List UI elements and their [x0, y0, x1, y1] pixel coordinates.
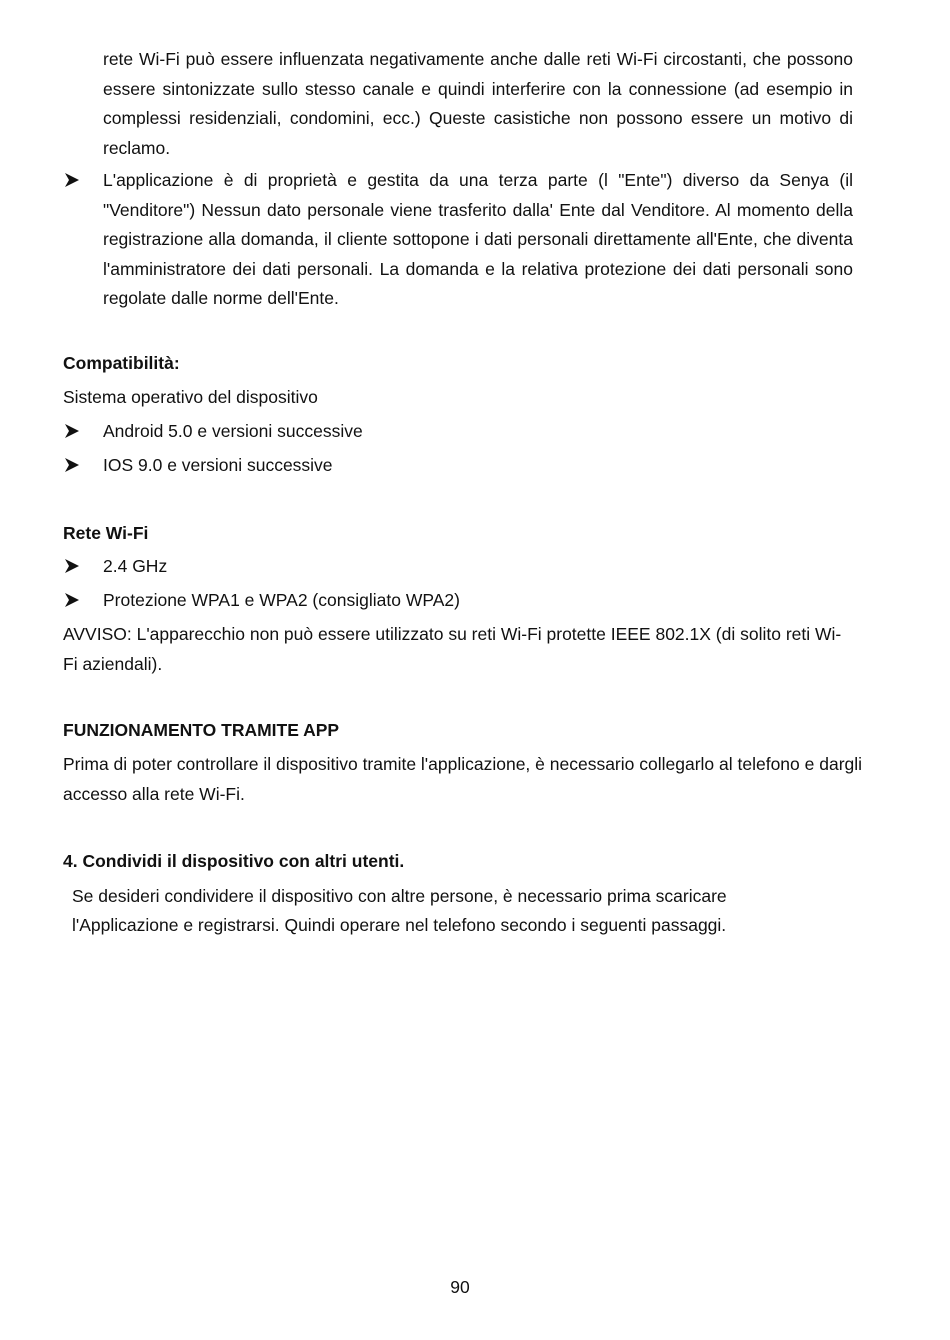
wifi-notice: AVVISO: L'apparecchio non può essere utilizzato su reti Wi-Fi protette IEEE 802.1X (di solito reti Wi-Fi aziendali).: [63, 624, 842, 674]
compatibility-heading: Compatibilità:: [63, 353, 180, 373]
arrowhead-bullet-icon: [63, 456, 81, 474]
compatibility-subtitle: Sistema operativo del dispositivo: [63, 387, 318, 407]
app-operation-heading: FUNZIONAMENTO TRAMITE APP: [63, 720, 340, 740]
paragraph-continuation: rete Wi-Fi può essere influenzata negativamente anche dalle reti Wi-Fi circostanti, che possono essere sintonizzate sullo stesso canale e quindi interferire con la connessione (ad esempio in complessi residenziali, condomini, ecc.) Queste casistiche non possono essere un motivo di reclamo.: [103, 49, 853, 158]
page-number: 90: [450, 1277, 470, 1297]
arrowhead-bullet-icon: [63, 557, 81, 575]
wifi-item-security: Protezione WPA1 e WPA2 (consigliato WPA2): [103, 590, 460, 610]
arrowhead-bullet-icon: [63, 422, 81, 440]
share-heading: 4. Condividi il dispositivo con altri utenti.: [63, 851, 405, 871]
wifi-heading: Rete Wi-Fi: [63, 523, 149, 543]
compatibility-item-android: Android 5.0 e versioni successive: [103, 421, 363, 441]
share-text-line-1: Se desideri condividere il dispositivo con altre persone, è necessario prima scaricare: [72, 886, 727, 906]
arrowhead-bullet-icon: [63, 591, 81, 609]
compatibility-item-ios: IOS 9.0 e versioni successive: [103, 455, 333, 475]
share-text-line-2: l'Applicazione e registrarsi. Quindi operare nel telefono secondo i seguenti passaggi.: [72, 915, 727, 935]
wifi-item-frequency: 2.4 GHz: [103, 556, 168, 576]
arrowhead-bullet-icon: [63, 171, 81, 189]
bullet-app-owner: L'applicazione è di proprietà e gestita da una terza parte (l "Ente") diverso da Senya (il "Venditore") Nessun dato personale viene trasferito dalla' Ente dal Venditore. Al momento della registrazione alla domanda, il cliente sottopone i dati personali direttamente all'Ente, che diventa l'amministratore dei dati personali. La domanda e la relativa protezione dei dati personali sono regolate dalle norme dell'Ente.: [103, 170, 853, 308]
app-operation-text: Prima di poter controllare il dispositivo tramite l'applicazione, è necessario collegarlo al telefono e dargli accesso alla rete Wi-Fi.: [63, 754, 863, 804]
